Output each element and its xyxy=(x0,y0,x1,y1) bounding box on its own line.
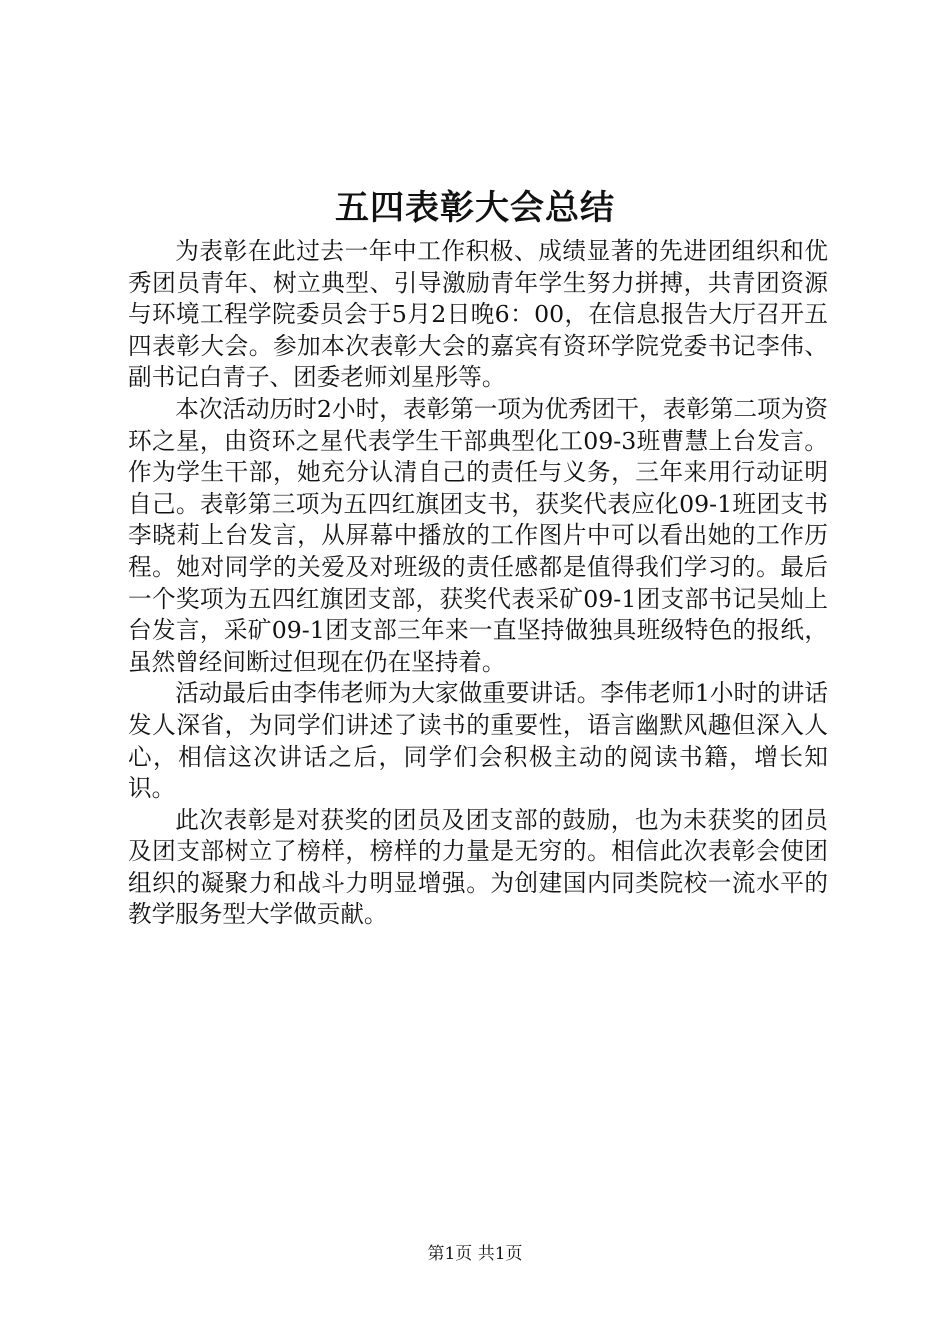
paragraph-3: 活动最后由李伟老师为大家做重要讲话。李伟老师1小时的讲话发人深省，为同学们讲述了读书的重要性，语言幽默风趣但深入人心，相信这次讲话之后，同学们会积极主动的阅读书籍，增长知识。 xyxy=(128,679,828,803)
paragraph-1: 为表彰在此过去一年中工作积极、成绩显著的先进团组织和优秀团员青年、树立典型、引导激励青年学生努力拼搏，共青团资源与环境工程学院委员会于5月2日晚6：00，在信息报告大厅召开五四表彰大会。参加本次表彰大会的嘉宾有资环学院党委书记李伟、副书记白青子、团委老师刘星彤等。 xyxy=(128,237,828,392)
page-footer: 第1页 共1页 xyxy=(427,1244,523,1264)
paragraph-4: 此次表彰是对获奖的团员及团支部的鼓励，也为未获奖的团员及团支部树立了榜样，榜样的力量是无穷的。相信此次表彰会使团组织的凝聚力和战斗力明显增强。为创建国内同类院校一流水平的教学服务型大学做贡献。 xyxy=(128,805,828,929)
document-body xyxy=(128,236,828,931)
document-title: 五四表彰大会总结 xyxy=(335,188,615,228)
paragraph-2: 本次活动历时2小时，表彰第一项为优秀团干，表彰第二项为资环之星，由资环之星代表学生干部典型化工09-3班曹慧上台发言。作为学生干部，她充分认清自己的责任与义务，三年来用行动证明自己。表彰第三项为五四红旗团支书，获奖代表应化09-1班团支书李晓莉上台发言，从屏幕中播放的工作图片中可以看出她的工作历程。她对同学的关爱及对班级的责任感都是值得我们学习的。最后一个奖项为五四红旗团支部，获奖代表采矿09-1团支部书记吴灿上台发言，采矿09-1团支部三年来一直坚持做独具班级特色的报纸，虽然曾经间断过但现在仍在坚持着。 xyxy=(128,394,828,676)
